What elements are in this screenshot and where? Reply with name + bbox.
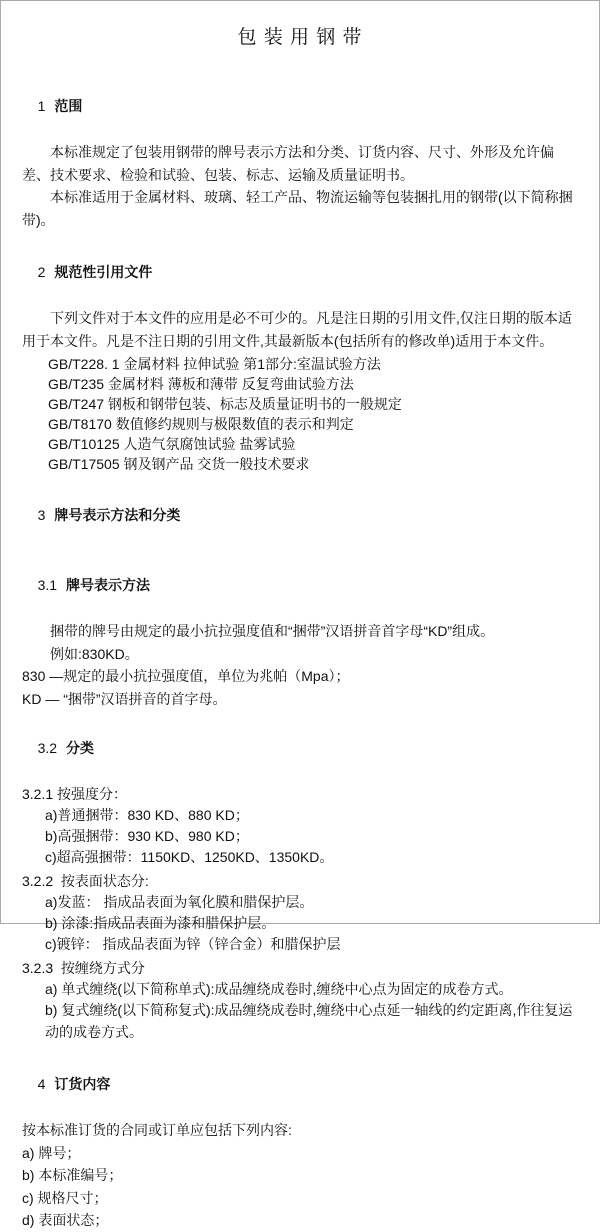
winding-mode-item: b) 复式缠绕(以下简称复式):成品缠绕成卷时,缠绕中心点延一轴线的约定距离,作往复运动的成卷方式。 [45, 1002, 573, 1040]
surface-state-item: c)镀锌： 指成品表面为锌（锌合金）和腊保护层 [45, 936, 341, 952]
section-3-2-heading [22, 715, 578, 781]
note-kd-definition: KD — “捆带”汉语拼音的首字母。 [22, 691, 227, 707]
section-3-heading-text: 牌号表示方法和分类 [54, 507, 181, 523]
reference-item: GB/T8170 数值修约规则与极限数值的表示和判定 [48, 416, 354, 432]
surface-state-item: a)发蓝： 指成品表面为氧化膜和腊保护层。 [45, 894, 314, 910]
reference-item: GB/T17505 钢及钢产品 交货一般技术要求 [48, 456, 310, 472]
section-1-heading-text: 范围 [54, 98, 83, 114]
section-3-heading [22, 482, 578, 548]
section-3-2-1-label: 3.2.1 按强度分： [22, 786, 128, 802]
reference-item: GB/T10125 人造气氛腐蚀试验 盐雾试验 [48, 436, 296, 452]
section-3-2-heading-text: 分类 [66, 740, 95, 756]
reference-item: GB/T247 钢板和钢带包装、标志及质量证明书的一般规定 [48, 396, 402, 412]
order-content-item: d) 表面状态； [22, 1212, 109, 1228]
winding-mode-item: a) 单式缠绕(以下简称单式):成品缠绕成卷时,缠绕中心点为固定的成卷方式。 [45, 981, 513, 997]
section-3-1-heading [22, 552, 578, 618]
strength-class-item: b)高强捆带：930 KD、980 KD； [45, 828, 249, 844]
section-3-number: 3 [37, 507, 46, 523]
section-3-1-number: 3.1 [37, 577, 58, 593]
page-title: 包 装 用 钢 带 [237, 27, 363, 48]
section-3-1-example: 例如:830KD。 [50, 645, 139, 662]
reference-item: GB/T228. 1 金属材料 拉伸试验 第1部分:室温试验方法 [48, 356, 381, 372]
section-1-paragraph-1: 本标准规定了包装用钢带的牌号表示方法和分类、订货内容、尺寸、外形及允许偏差、技术要求、检验和试验、包装、标志、运输及质量证明书。 [22, 144, 554, 183]
note-830-definition: 830 —规定的最小抗拉强度值，单位为兆帕（Mpa）； [22, 668, 350, 684]
section-2-paragraph-1: 下列文件对于本文件的应用是必不可少的。凡是注日期的引用文件,仅注日期的版本适用于本文件。凡是不注日期的引用文件,其最新版本(包括所有的修改单)适用于本文件。 [22, 310, 572, 349]
order-content-item: c) 规格尺寸； [22, 1189, 108, 1206]
normative-references-list [22, 354, 578, 474]
section-3-2-3-label: 3.2.3 按缠绕方式分 [22, 960, 145, 976]
section-4-number: 4 [37, 1076, 46, 1092]
order-content-item: a) 牌号； [22, 1144, 81, 1161]
strength-class-item: a)普通捆带：830 KD、880 KD； [45, 807, 249, 823]
order-content-item: b) 本标准编号； [22, 1167, 123, 1183]
section-4-heading [22, 1051, 578, 1117]
strength-class-item: c)超高强捆带：1150KD、1250KD、1350KD。 [45, 849, 334, 865]
section-1-number: 1 [37, 98, 46, 114]
section-2-number: 2 [37, 264, 46, 280]
section-3-2-number: 3.2 [37, 740, 58, 756]
section-2-heading [22, 239, 578, 305]
section-3-1-heading-text: 牌号表示方法 [66, 577, 151, 593]
section-1-paragraph-2: 本标准适用于金属材料、玻璃、轻工产品、物流运输等包装捆扎用的钢带(以下简称捆带)。 [22, 189, 573, 228]
section-3-2-2-label: 3.2.2 按表面状态分: [22, 873, 149, 889]
section-4-heading-text: 订货内容 [54, 1076, 111, 1092]
surface-state-item: b) 涂漆:指成品表面为漆和腊保护层。 [45, 915, 276, 931]
section-4-intro: 按本标准订货的合同或订单应包括下列内容: [22, 1122, 292, 1138]
reference-item: GB/T235 金属材料 薄板和薄带 反复弯曲试验方法 [48, 376, 354, 392]
section-1-heading [22, 73, 578, 139]
section-2-heading-text: 规范性引用文件 [54, 264, 153, 280]
section-3-1-paragraph-1: 捆带的牌号由规定的最小抗拉强度值和“捆带”汉语拼音首字母“KD”组成。 [50, 623, 495, 639]
